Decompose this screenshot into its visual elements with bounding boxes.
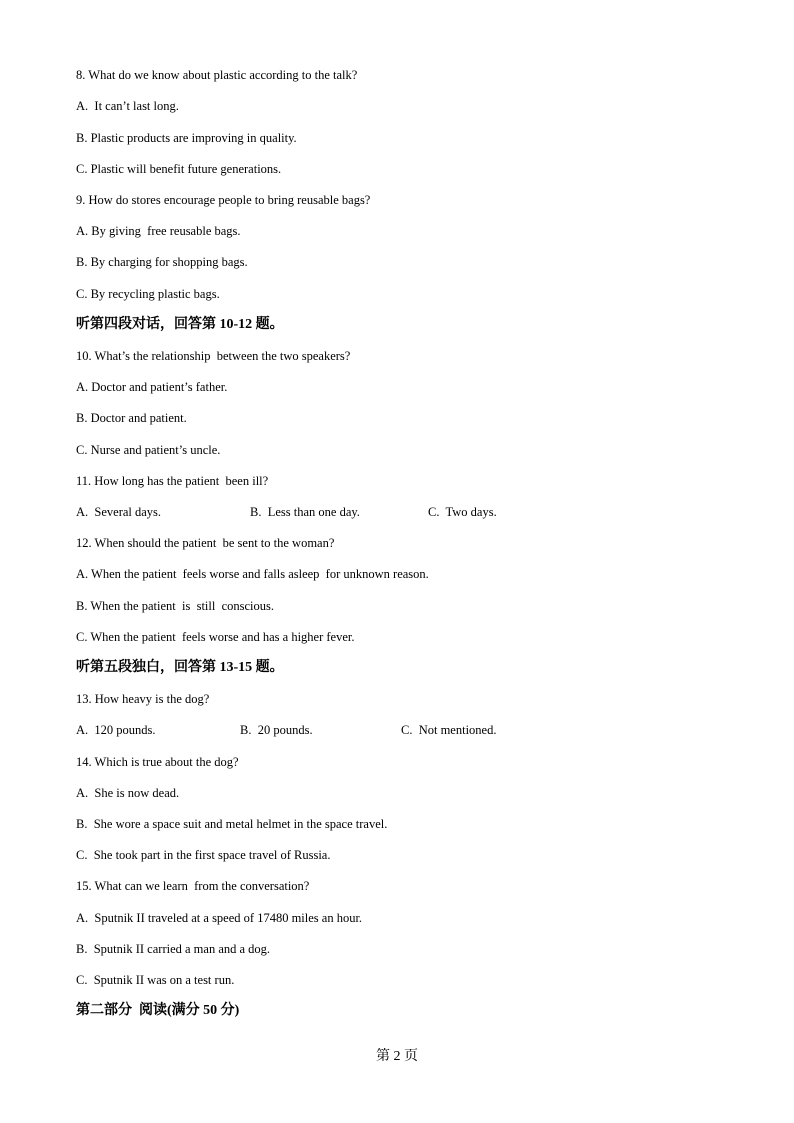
- section5-heading: 听第五段独白，回答第 13-15 题。: [76, 660, 284, 675]
- q12-option-a: A. When the patient feels worse and falls asleep for unknown reason.: [76, 567, 429, 581]
- q10-option-c: C. Nurse and patient’s uncle.: [76, 443, 221, 457]
- q15-option-a: A. Sputnik II traveled at a speed of 17480 miles an hour.: [76, 911, 363, 925]
- q8-option-b: B. Plastic products are improving in quality.: [76, 131, 297, 145]
- q14-option-c: C. She took part in the first space travel of Russia.: [76, 848, 331, 862]
- q10-stem: 10. What’s the relationship between the two speakers?: [76, 349, 351, 363]
- q12-stem: 12. When should the patient be sent to the woman?: [76, 536, 335, 550]
- q9-option-a: A. By giving free reusable bags.: [76, 224, 241, 238]
- q10-option-b: B. Doctor and patient.: [76, 411, 187, 425]
- q8-option-c: C. Plastic will benefit future generations.: [76, 162, 282, 176]
- q14-option-b: B. She wore a space suit and metal helmet in the space travel.: [76, 817, 388, 831]
- q9-option-b: B. By charging for shopping bags.: [76, 255, 248, 269]
- q14-stem: 14. Which is true about the dog?: [76, 755, 239, 769]
- q15-option-c: C. Sputnik II was on a test run.: [76, 973, 235, 987]
- q13-stem: 13. How heavy is the dog?: [76, 692, 210, 706]
- q12-option-b: B. When the patient is still conscious.: [76, 599, 275, 613]
- q15-option-b: B. Sputnik II carried a man and a dog.: [76, 942, 271, 956]
- q12-option-c: C. When the patient feels worse and has a higher fever.: [76, 630, 355, 644]
- q11-option-b: B. Less than one day.: [250, 505, 360, 519]
- q8-stem: 8. What do we know about plastic according to the talk?: [76, 68, 358, 82]
- q13-option-c: C. Not mentioned.: [401, 723, 497, 737]
- q13-option-b: B. 20 pounds.: [240, 723, 313, 737]
- q9-option-c: C. By recycling plastic bags.: [76, 287, 220, 301]
- q10-option-a: A. Doctor and patient’s father.: [76, 380, 228, 394]
- q9-stem: 9. How do stores encourage people to bring reusable bags?: [76, 193, 371, 207]
- q15-stem: 15. What can we learn from the conversation?: [76, 879, 310, 893]
- q13-option-a: A. 120 pounds.: [76, 723, 156, 737]
- q11-option-c: C. Two days.: [428, 505, 497, 519]
- q11-stem: 11. How long has the patient been ill?: [76, 474, 269, 488]
- q11-option-a: A. Several days.: [76, 505, 162, 519]
- q14-option-a: A. She is now dead.: [76, 786, 180, 800]
- part2-heading: 第二部分 阅读(满分 50 分): [76, 1003, 240, 1018]
- page-number: 第 2 页: [376, 1049, 418, 1064]
- q8-option-a: A. It can’t last long.: [76, 99, 179, 113]
- section4-heading: 听第四段对话，回答第 10-12 题。: [76, 317, 284, 332]
